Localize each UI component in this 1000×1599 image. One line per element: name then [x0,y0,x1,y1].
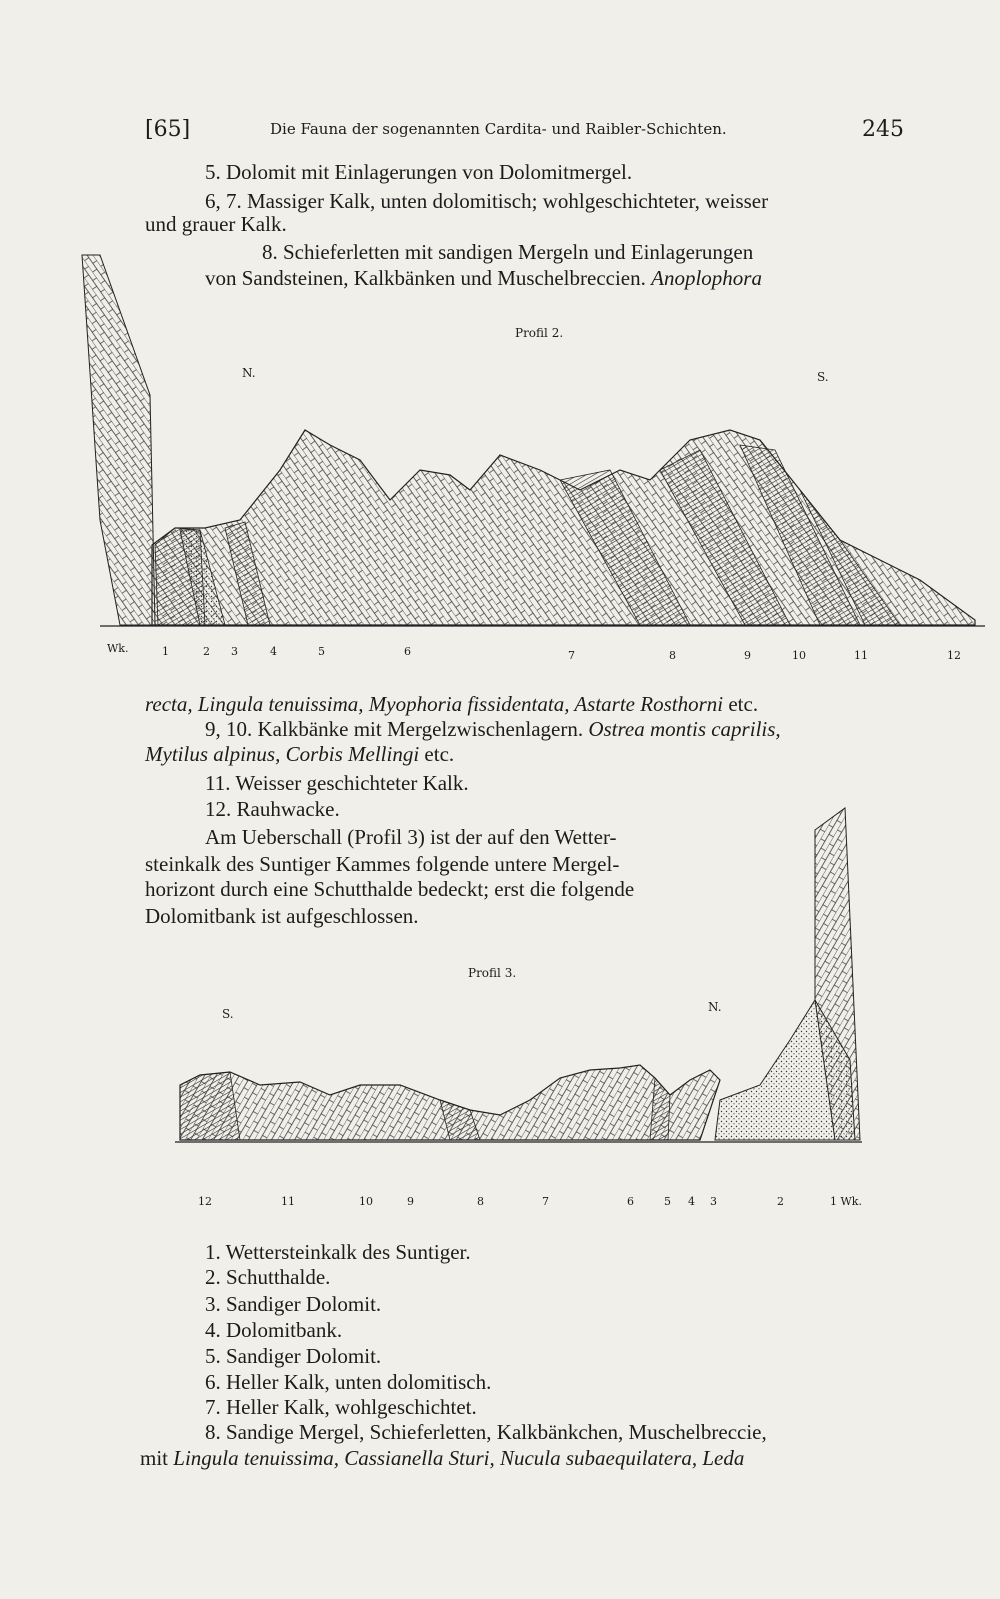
text-line-plain: etc. [728,692,759,716]
text-line [205,717,781,741]
profile-label: 11 [281,1195,295,1208]
text-line: 8. Schieferletten mit sandigen Mergeln und Einlagerungen [262,240,754,264]
profile-label: 4 [270,645,277,658]
page-number: 245 [862,117,904,142]
text-line: Dolomitbank ist aufgeschlossen. [145,904,419,928]
text-line: horizont durch eine Schutthalde bedeckt; erst die folgende [145,877,635,901]
text-line: und grauer Kalk. [145,212,287,236]
legend-item: 3. Sandiger Dolomit. [205,1292,382,1316]
text-line-plain: 9, 10. Kalkbänke mit Mergelzwischenlagern. [205,717,584,741]
taxon-name: Anoplophora [651,266,762,290]
text-line-plain: mit [140,1446,169,1470]
profile-label: 2 [203,645,210,658]
figure-caption: Profil 3. [468,966,517,980]
text-line: 5. Dolomit mit Einlagerungen von Dolomitmergel. [205,160,633,184]
text-line-plain: etc. [424,742,455,766]
running-title: Die Fauna der sogenannten Cardita- und Raibler-Schichten. [270,120,727,138]
legend-item: 7. Heller Kalk, wohlgeschichtet. [205,1395,477,1419]
text-line: 12. Rauhwacke. [205,797,340,821]
profile-label: 3 [231,645,238,658]
profile-label: 4 [688,1195,695,1208]
text-line [140,1446,744,1470]
legend-item: 1. Wettersteinkalk des Suntiger. [205,1240,471,1264]
direction-label: N. [242,366,256,380]
figure-caption: Profil 2. [515,326,564,340]
legend-item: 5. Sandiger Dolomit. [205,1344,382,1368]
text-line-plain: von Sandsteinen, Kalkbänken und Muschelbreccien. [205,266,646,290]
profile-label: 2 [777,1195,784,1208]
legend-item: 4. Dolomitbank. [205,1318,343,1342]
text-line [145,692,758,716]
profile-label: 11 [854,649,868,662]
profile-label: 1 Wk. [830,1195,862,1208]
profile-label: 8 [669,649,676,662]
profile-label: 7 [542,1195,549,1208]
page-bracket-number: [65] [145,117,191,142]
text-line [145,742,454,766]
legend-item: 8. Sandige Mergel, Schieferletten, Kalkbänkchen, Muschelbreccie, [205,1420,767,1444]
profile-label: 5 [318,645,325,658]
direction-label: S. [817,370,829,384]
taxon-names: Lingula tenuissima, Cassianella Sturi, Nucula subaequilatera, Leda [173,1446,745,1470]
profile-label: 6 [627,1195,634,1208]
profile-label: 9 [744,649,751,662]
profile-label: 9 [407,1195,414,1208]
text-line: 6, 7. Massiger Kalk, unten dolomitisch; wohlgeschichteter, weisser [205,189,769,213]
taxon-names: recta, Lingula tenuissima, Myophoria fissidentata, Astarte Rosthorni [145,692,724,716]
profile-label: 12 [947,649,961,662]
text-line: steinkalk des Suntiger Kammes folgende untere Mergel- [145,852,620,876]
profile-label: 3 [710,1195,717,1208]
taxon-names: Ostrea montis caprilis, [588,717,781,741]
profile-label: 12 [198,1195,212,1208]
profile-label: 10 [792,649,806,662]
profile-label: 5 [664,1195,671,1208]
profile-label: Wk. [107,642,129,655]
text-line: Am Ueberschall (Profil 3) ist der auf den Wetter- [205,825,617,849]
text-line: 11. Weisser geschichteter Kalk. [205,771,469,795]
profile-label: 10 [359,1195,373,1208]
profile-label: 7 [568,649,575,662]
direction-label: S. [222,1007,234,1021]
profile-label: 6 [404,645,411,658]
legend-item: 2. Schutthalde. [205,1265,331,1289]
profile-label: 8 [477,1195,484,1208]
legend-item: 6. Heller Kalk, unten dolomitisch. [205,1370,492,1394]
direction-label: N. [708,1000,722,1014]
profile-label: 1 [162,645,169,658]
taxon-names: Mytilus alpinus, Corbis Mellingi [145,742,420,766]
